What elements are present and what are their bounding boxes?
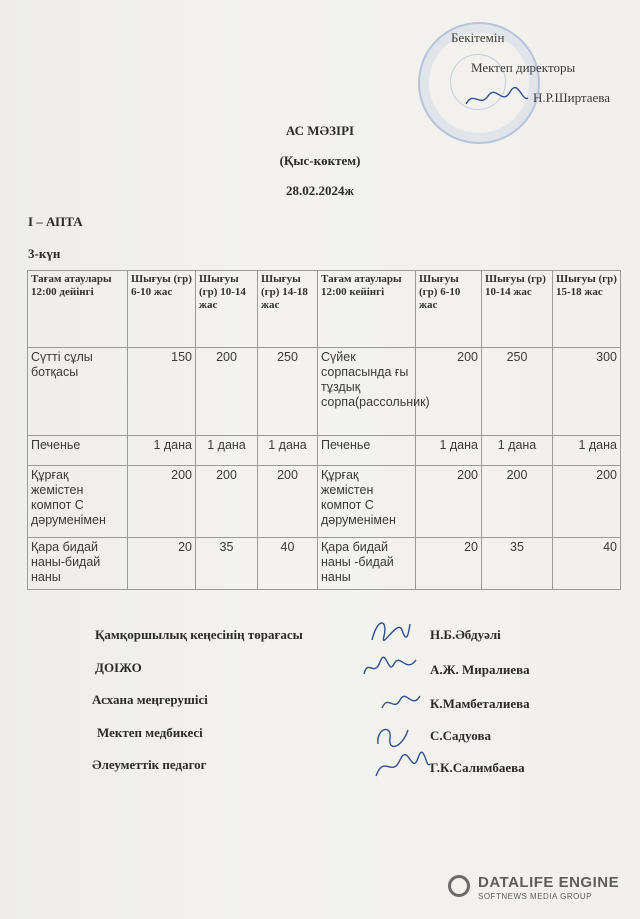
amount-cell: 300 (553, 348, 621, 436)
menu-table (27, 270, 621, 590)
signatory-name: Н.Б.Әбдуәлі (430, 627, 501, 642)
signatory-name: К.Мамбеталиева (430, 696, 530, 711)
dish-cell: Қара бидай наны-бидай наны (28, 538, 128, 590)
amount-cell: 200 (553, 466, 621, 538)
header-cell: Шығуы (гр) 6-10 жас (128, 271, 196, 348)
watermark-title: DATALIFE ENGINE (478, 874, 620, 891)
menu-title: АС МӘЗІРІ (285, 123, 355, 138)
table-row (28, 538, 621, 590)
amount-cell: 200 (416, 348, 482, 436)
amount-cell: 1 дана (482, 436, 553, 466)
amount-cell: 200 (196, 466, 258, 538)
header-cell: Шығуы (гр) 6-10 жас (416, 271, 482, 348)
menu-date: 28.02.2024ж (286, 183, 354, 198)
menu-season: (Қыс-көктем) (279, 153, 361, 168)
amount-cell: 40 (258, 538, 318, 590)
signatory-role: Қамқоршылық кеңесінің төрағасы (95, 627, 303, 642)
header-cell: Шығуы (гр) 14-18 жас (258, 271, 318, 348)
dish-cell: Печенье (28, 436, 128, 466)
amount-cell: 40 (553, 538, 621, 590)
dish-cell: Құрғақ жемістен компот С дәруменімен (318, 466, 416, 538)
amount-cell: 35 (196, 538, 258, 590)
signatory-role: ДОІЖО (95, 660, 142, 675)
amount-cell: 1 дана (128, 436, 196, 466)
dish-cell: Сүтті сұлы ботқасы (28, 348, 128, 436)
signatory-name: С.Садуова (430, 728, 491, 743)
amount-cell: 1 дана (196, 436, 258, 466)
amount-cell: 250 (258, 348, 318, 436)
header-cell: Шығуы (гр) 10-14 жас (196, 271, 258, 348)
signatory-role: Мектеп медбикесі (97, 725, 203, 740)
amount-cell: 250 (482, 348, 553, 436)
week-label: I – АПТА (28, 214, 83, 229)
amount-cell: 150 (128, 348, 196, 436)
dish-cell: Қара бидай наны -бидай наны (318, 538, 416, 590)
amount-cell: 200 (482, 466, 553, 538)
dish-cell: Печенье (318, 436, 416, 466)
approval-position: Мектеп директоры (471, 60, 576, 75)
table-row (28, 436, 621, 466)
amount-cell: 35 (482, 538, 553, 590)
signature-1 (368, 612, 412, 648)
signature-3 (378, 690, 424, 716)
amount-cell: 200 (416, 466, 482, 538)
signature-5 (372, 750, 432, 784)
signatory-name: А.Ж. Миралиева (430, 662, 530, 677)
signatory-name: Г.К.Салимбаева (430, 760, 525, 775)
amount-cell: 20 (128, 538, 196, 590)
approval-name: Н.Р.Ширтаева (533, 90, 611, 105)
day-label: 3-күн (28, 246, 61, 261)
header-cell: Шығуы (гр) 15-18 жас (553, 271, 621, 348)
signature-2 (360, 652, 420, 682)
dish-cell: Сүйек сорпасында ғы тұздық сорпа(рассольник) (318, 348, 416, 436)
header-cell: Шығуы (гр) 10-14 жас (482, 271, 553, 348)
director-signature (462, 84, 532, 114)
amount-cell: 1 дана (416, 436, 482, 466)
amount-cell: 200 (128, 466, 196, 538)
signatory-role: Асхана меңгерушісі (92, 692, 208, 707)
signatory-role: Әлеуметтік педагог (92, 757, 207, 772)
table-row (28, 348, 621, 436)
amount-cell: 200 (196, 348, 258, 436)
amount-cell: 20 (416, 538, 482, 590)
header-cell: Тағам атаулары 12:00 дейінгі (28, 271, 128, 348)
watermark-subtitle: SOFTNEWS MEDIA GROUP (478, 892, 593, 901)
amount-cell: 1 дана (258, 436, 318, 466)
dish-cell: Құрғақ жемістен компот С дәруменімен (28, 466, 128, 538)
table-row (28, 466, 621, 538)
amount-cell: 1 дана (553, 436, 621, 466)
amount-cell: 200 (258, 466, 318, 538)
approval-label: Бекітемін (451, 30, 505, 45)
header-cell: Тағам атаулары 12:00 кейінгі (318, 271, 416, 348)
datalife-logo-icon (448, 875, 470, 897)
signature-4 (372, 720, 412, 752)
table-header-row (28, 271, 621, 348)
